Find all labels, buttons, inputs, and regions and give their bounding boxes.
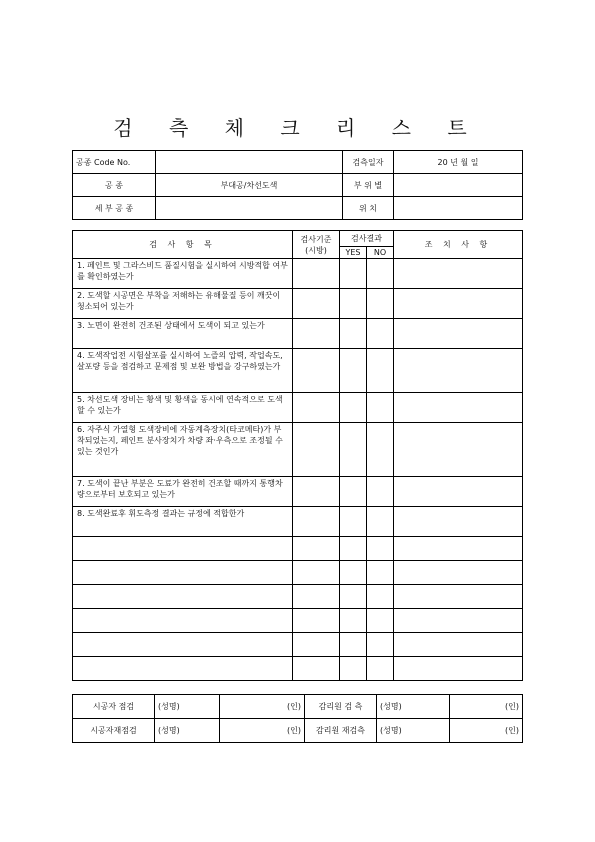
signature-table bbox=[72, 694, 523, 743]
criteria-cell[interactable] bbox=[293, 349, 340, 393]
no-cell[interactable] bbox=[367, 349, 394, 393]
action-cell[interactable] bbox=[394, 393, 523, 423]
contractor-inspector-seal[interactable]: (인) bbox=[220, 695, 305, 719]
criteria-cell[interactable] bbox=[293, 477, 340, 507]
blank-item[interactable] bbox=[73, 537, 293, 561]
criteria-cell[interactable] bbox=[293, 585, 340, 609]
check-item: 3. 노면이 완전히 건조된 상태에서 도색이 되고 있는가 bbox=[73, 319, 293, 349]
yes-cell[interactable] bbox=[340, 633, 367, 657]
no-cell[interactable] bbox=[367, 507, 394, 537]
supervisor-inspector-sign[interactable]: (성명) bbox=[377, 695, 450, 719]
position-field[interactable] bbox=[394, 197, 523, 220]
contractor-reinspector-seal[interactable]: (인) bbox=[220, 719, 305, 743]
check-item: 8. 도색완료후 휘도측정 결과는 규정에 적합한가 bbox=[73, 507, 293, 537]
checklist-table bbox=[72, 230, 523, 681]
blank-item[interactable] bbox=[73, 585, 293, 609]
contractor-inspector-sign[interactable]: (성명) bbox=[155, 695, 220, 719]
code-field[interactable] bbox=[156, 151, 343, 174]
location-label: 부 위 별 bbox=[343, 174, 394, 197]
check-item: 1. 페인트 및 그라스비드 품질시험을 실시하여 시방적합 여부를 확인하였는가 bbox=[73, 259, 293, 289]
criteria-cell[interactable] bbox=[293, 289, 340, 319]
supervisor-reinspector-seal[interactable]: (인) bbox=[450, 719, 523, 743]
blank-item[interactable] bbox=[73, 609, 293, 633]
date-field[interactable]: 20 년 월 일 bbox=[394, 151, 523, 174]
no-cell[interactable] bbox=[367, 423, 394, 477]
yes-cell[interactable] bbox=[340, 561, 367, 585]
action-header: 조 치 사 항 bbox=[394, 231, 523, 259]
blank-item[interactable] bbox=[73, 561, 293, 585]
criteria-cell[interactable] bbox=[293, 259, 340, 289]
no-cell[interactable] bbox=[367, 259, 394, 289]
check-item: 7. 도색이 끝난 부분은 도료가 완전히 건조할 때까지 통행차량으로부터 보호되고 있는가 bbox=[73, 477, 293, 507]
no-cell[interactable] bbox=[367, 561, 394, 585]
result-header: 검사결과 bbox=[340, 231, 394, 247]
check-item: 2. 도색할 시공면은 부착을 저해하는 유해물질 등이 깨끗이 청소되어 있는가 bbox=[73, 289, 293, 319]
check-item: 6. 자주식 가열형 도색장비에 자동계측장치(타코메타)가 부착되었는지, 페인트 분사장치가 차량 좌·우측으로 조정될 수 있는 것인가 bbox=[73, 423, 293, 477]
yes-cell[interactable] bbox=[340, 657, 367, 681]
date-label: 검측일자 bbox=[343, 151, 394, 174]
yes-cell[interactable] bbox=[340, 537, 367, 561]
yes-cell[interactable] bbox=[340, 393, 367, 423]
no-cell[interactable] bbox=[367, 609, 394, 633]
no-cell[interactable] bbox=[367, 657, 394, 681]
yes-cell[interactable] bbox=[340, 507, 367, 537]
supervisor-reinspector-sign[interactable]: (성명) bbox=[377, 719, 450, 743]
yes-cell[interactable] bbox=[340, 423, 367, 477]
items-header: 검 사 항 목 bbox=[73, 231, 293, 259]
check-item: 4. 도색작업전 시험살포를 실시하여 노즐의 압력, 작업속도, 살포량 등을 점검하고 문제점 및 보완 방법을 강구하였는가 bbox=[73, 349, 293, 393]
criteria-cell[interactable] bbox=[293, 633, 340, 657]
criteria-cell[interactable] bbox=[293, 609, 340, 633]
yes-cell[interactable] bbox=[340, 477, 367, 507]
yes-cell[interactable] bbox=[340, 585, 367, 609]
no-header: NO bbox=[367, 247, 394, 259]
criteria-header-top: 검사기준 bbox=[300, 234, 332, 244]
yes-cell[interactable] bbox=[340, 609, 367, 633]
action-cell[interactable] bbox=[394, 507, 523, 537]
criteria-cell[interactable] bbox=[293, 507, 340, 537]
criteria-cell[interactable] bbox=[293, 393, 340, 423]
no-cell[interactable] bbox=[367, 319, 394, 349]
action-cell[interactable] bbox=[394, 657, 523, 681]
criteria-header-bottom: (시방) bbox=[305, 245, 327, 255]
detail-field[interactable] bbox=[156, 197, 343, 220]
action-cell[interactable] bbox=[394, 633, 523, 657]
work-field[interactable]: 부대공/차선도색 bbox=[156, 174, 343, 197]
supervisor-inspector-seal[interactable]: (인) bbox=[450, 695, 523, 719]
position-label: 위 치 bbox=[343, 197, 394, 220]
yes-header: YES bbox=[340, 247, 367, 259]
yes-cell[interactable] bbox=[340, 349, 367, 393]
work-label: 공 종 bbox=[73, 174, 156, 197]
page-title: 검 측 체 크 리 스 트 bbox=[113, 116, 482, 140]
header-table bbox=[72, 150, 523, 220]
action-cell[interactable] bbox=[394, 561, 523, 585]
criteria-header bbox=[293, 231, 340, 259]
action-cell[interactable] bbox=[394, 259, 523, 289]
location-field[interactable] bbox=[394, 174, 523, 197]
action-cell[interactable] bbox=[394, 477, 523, 507]
no-cell[interactable] bbox=[367, 537, 394, 561]
action-cell[interactable] bbox=[394, 609, 523, 633]
no-cell[interactable] bbox=[367, 289, 394, 319]
action-cell[interactable] bbox=[394, 319, 523, 349]
no-cell[interactable] bbox=[367, 393, 394, 423]
blank-item[interactable] bbox=[73, 657, 293, 681]
contractor-reinspector-label: 시공자재점검 bbox=[73, 719, 155, 743]
contractor-inspector-label: 시공자 점검 bbox=[73, 695, 155, 719]
criteria-cell[interactable] bbox=[293, 561, 340, 585]
action-cell[interactable] bbox=[394, 423, 523, 477]
criteria-cell[interactable] bbox=[293, 657, 340, 681]
code-label: 공종 Code No. bbox=[73, 151, 156, 174]
no-cell[interactable] bbox=[367, 477, 394, 507]
action-cell[interactable] bbox=[394, 537, 523, 561]
action-cell[interactable] bbox=[394, 349, 523, 393]
contractor-reinspector-sign[interactable]: (성명) bbox=[155, 719, 220, 743]
check-item: 5. 차선도색 장비는 황색 및 황색을 동시에 연속적으로 도색할 수 있는가 bbox=[73, 393, 293, 423]
no-cell[interactable] bbox=[367, 585, 394, 609]
no-cell[interactable] bbox=[367, 633, 394, 657]
action-cell[interactable] bbox=[394, 585, 523, 609]
supervisor-inspector-label: 감리원 검 측 bbox=[305, 695, 377, 719]
detail-label: 세 부 공 종 bbox=[73, 197, 156, 220]
yes-cell[interactable] bbox=[340, 289, 367, 319]
criteria-cell[interactable] bbox=[293, 537, 340, 561]
criteria-cell[interactable] bbox=[293, 319, 340, 349]
blank-item[interactable] bbox=[73, 633, 293, 657]
criteria-cell[interactable] bbox=[293, 423, 340, 477]
supervisor-reinspector-label: 감리원 재검측 bbox=[305, 719, 377, 743]
yes-cell[interactable] bbox=[340, 259, 367, 289]
yes-cell[interactable] bbox=[340, 319, 367, 349]
action-cell[interactable] bbox=[394, 289, 523, 319]
